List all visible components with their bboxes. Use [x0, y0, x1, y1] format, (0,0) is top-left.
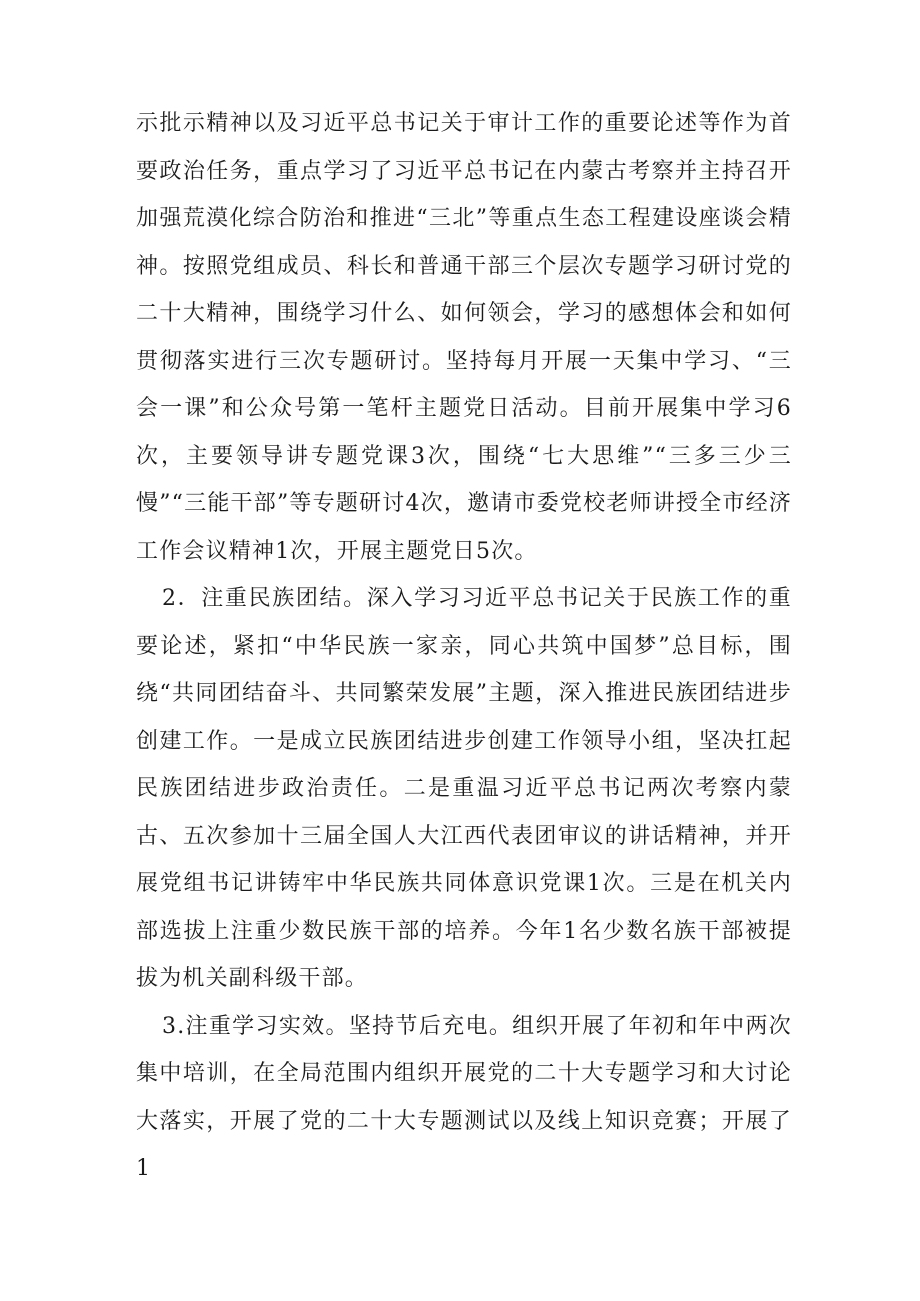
- paragraph-1: 示批示精神以及习近平总书记关于审计工作的重要论述等作为首要政治任务，重点学习了习近平总书记在内蒙古考察并主持召开加强荒漠化综合防治和推进“三北”等重点生态工程建设座谈会精神。按照党组成员、科长和普通干部三个层次专题学习研讨党的二十大精神，围绕学习什么、如何领会，学习的感想体会和如何贯彻落实进行三次专题研讨。坚持每月开展一天集中学习、“三会一课”和公众号第一笔杆主题党日活动。目前开展集中学习6次，主要领导讲专题党课3次，围绕“七大思维”“三多三少三慢”“三能干部”等专题研讨4次，邀请市委党校老师讲授全市经济工作会议精神1次，开展主题党日5次。: [136, 111, 792, 564]
- paragraph-3: 3.注重学习实效。坚持节后充电。组织开展了年初和年中两次集中培训，在全局范围内组织开展党的二十大专题学习和大讨论大落实，开展了党的二十大专题测试以及线上知识竞赛；开展了1: [136, 1013, 792, 1181]
- document-body: [136, 100, 792, 1193]
- paragraph-2: 2．注重民族团结。深入学习习近平总书记关于民族工作的重要论述，紧扣“中华民族一家亲，同心共筑中国梦”总目标，围绕“共同团结奋斗、共同繁荣发展”主题，深入推进民族团结进步创建工作。一是成立民族团结进步创建工作领导小组，坚决扛起民族团结进步政治责任。二是重温习近平总书记两次考察内蒙古、五次参加十三届全国人大江西代表团审议的讲话精神，并开展党组书记讲铸牢中华民族共同体意识党课1次。三是在机关内部选拔上注重少数民族干部的培养。今年1名少数名族干部被提拔为机关副科级干部。: [136, 586, 792, 991]
